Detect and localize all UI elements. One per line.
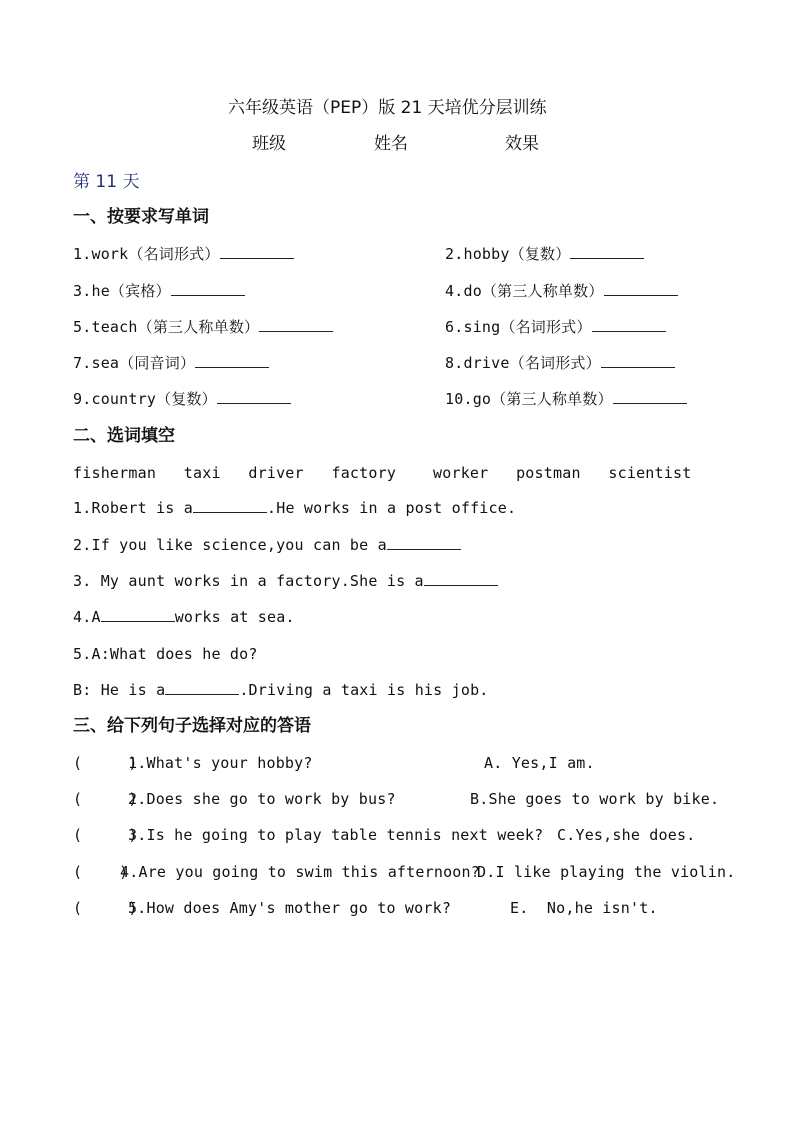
class-field-label: 班级 xyxy=(252,134,286,154)
s3-row-3-question: 3.Is he going to play table tennis next week? xyxy=(128,826,544,844)
result-field-label: 效果 xyxy=(505,134,539,154)
s3-row-1-answer: A. Yes,I am. xyxy=(484,754,595,772)
answer-blank[interactable] xyxy=(601,353,675,368)
s3-row-5-question: 5.How does Amy's mother go to work? xyxy=(128,899,452,917)
s3-row-3-paren[interactable]: ( ) xyxy=(73,826,138,844)
s3-row-2-paren[interactable]: ( ) xyxy=(73,790,138,808)
s3-row-4-paren[interactable]: ( ) xyxy=(73,863,129,881)
answer-blank[interactable] xyxy=(101,607,175,622)
s3-row-5-paren[interactable]: ( ) xyxy=(73,899,138,917)
name-field-label: 姓名 xyxy=(374,134,408,154)
s1-item-8: 8.drive（名词形式） xyxy=(445,353,675,373)
s3-row-3-answer: C.Yes,she does. xyxy=(557,826,696,844)
s2-question-1: 1.Robert is a .He works in a post office. xyxy=(73,499,517,517)
s2-question-4: 4.A works at sea. xyxy=(73,608,295,626)
s2-question-3: 3. My aunt works in a factory.She is a xyxy=(73,571,498,591)
answer-blank[interactable] xyxy=(171,281,245,296)
s3-row-4-answer: D.I like playing the violin. xyxy=(477,863,736,881)
s1-item-1: 1.work（名词形式） xyxy=(73,244,294,264)
answer-blank[interactable] xyxy=(220,244,294,259)
answer-blank[interactable] xyxy=(592,317,666,332)
s1-item-5: 5.teach（第三人称单数） xyxy=(73,317,333,337)
answer-blank[interactable] xyxy=(193,498,267,513)
answer-blank[interactable] xyxy=(165,680,239,695)
s1-item-10: 10.go（第三人称单数） xyxy=(445,389,687,409)
s3-row-5-answer: E. No,he isn't. xyxy=(510,899,658,917)
s2-question-5-response: B: He is a .Driving a taxi is his job. xyxy=(73,681,489,699)
s1-item-7: 7.sea（同音词） xyxy=(73,353,269,373)
s3-row-2-answer: B.She goes to work by bike. xyxy=(470,790,720,808)
s1-item-3: 3.he（宾格） xyxy=(73,281,245,301)
s1-item-6: 6.sing（名词形式） xyxy=(445,317,666,337)
day-label: 第 11 天 xyxy=(73,172,140,192)
answer-blank[interactable] xyxy=(613,389,687,404)
answer-blank[interactable] xyxy=(387,535,461,550)
s2-question-2: 2.If you like science,you can be a xyxy=(73,535,461,555)
s1-item-4: 4.do（第三人称单数） xyxy=(445,281,678,301)
answer-blank[interactable] xyxy=(570,244,644,259)
s3-row-1-paren[interactable]: ( ) xyxy=(73,754,138,772)
word-bank: fisherman taxi driver factory worker postman scientist xyxy=(73,464,692,482)
section2-heading: 二、选词填空 xyxy=(73,426,175,446)
answer-blank[interactable] xyxy=(604,281,678,296)
s3-row-4-question: 4.Are you going to swim this afternoon? xyxy=(120,863,480,881)
answer-blank[interactable] xyxy=(259,317,333,332)
section3-heading: 三、给下列句子选择对应的答语 xyxy=(73,716,311,736)
s3-row-1-question: 1.What's your hobby? xyxy=(128,754,313,772)
section1-heading: 一、按要求写单词 xyxy=(73,207,209,227)
s2-question-5: 5.A:What does he do? xyxy=(73,645,258,663)
answer-blank[interactable] xyxy=(217,389,291,404)
answer-blank[interactable] xyxy=(424,571,498,586)
s1-item-2: 2.hobby（复数） xyxy=(445,244,644,264)
s3-row-2-question: 2.Does she go to work by bus? xyxy=(128,790,396,808)
page-title: 六年级英语（PEP）版 21 天培优分层训练 xyxy=(228,98,547,118)
answer-blank[interactable] xyxy=(195,353,269,368)
s1-item-9: 9.country（复数） xyxy=(73,389,291,409)
